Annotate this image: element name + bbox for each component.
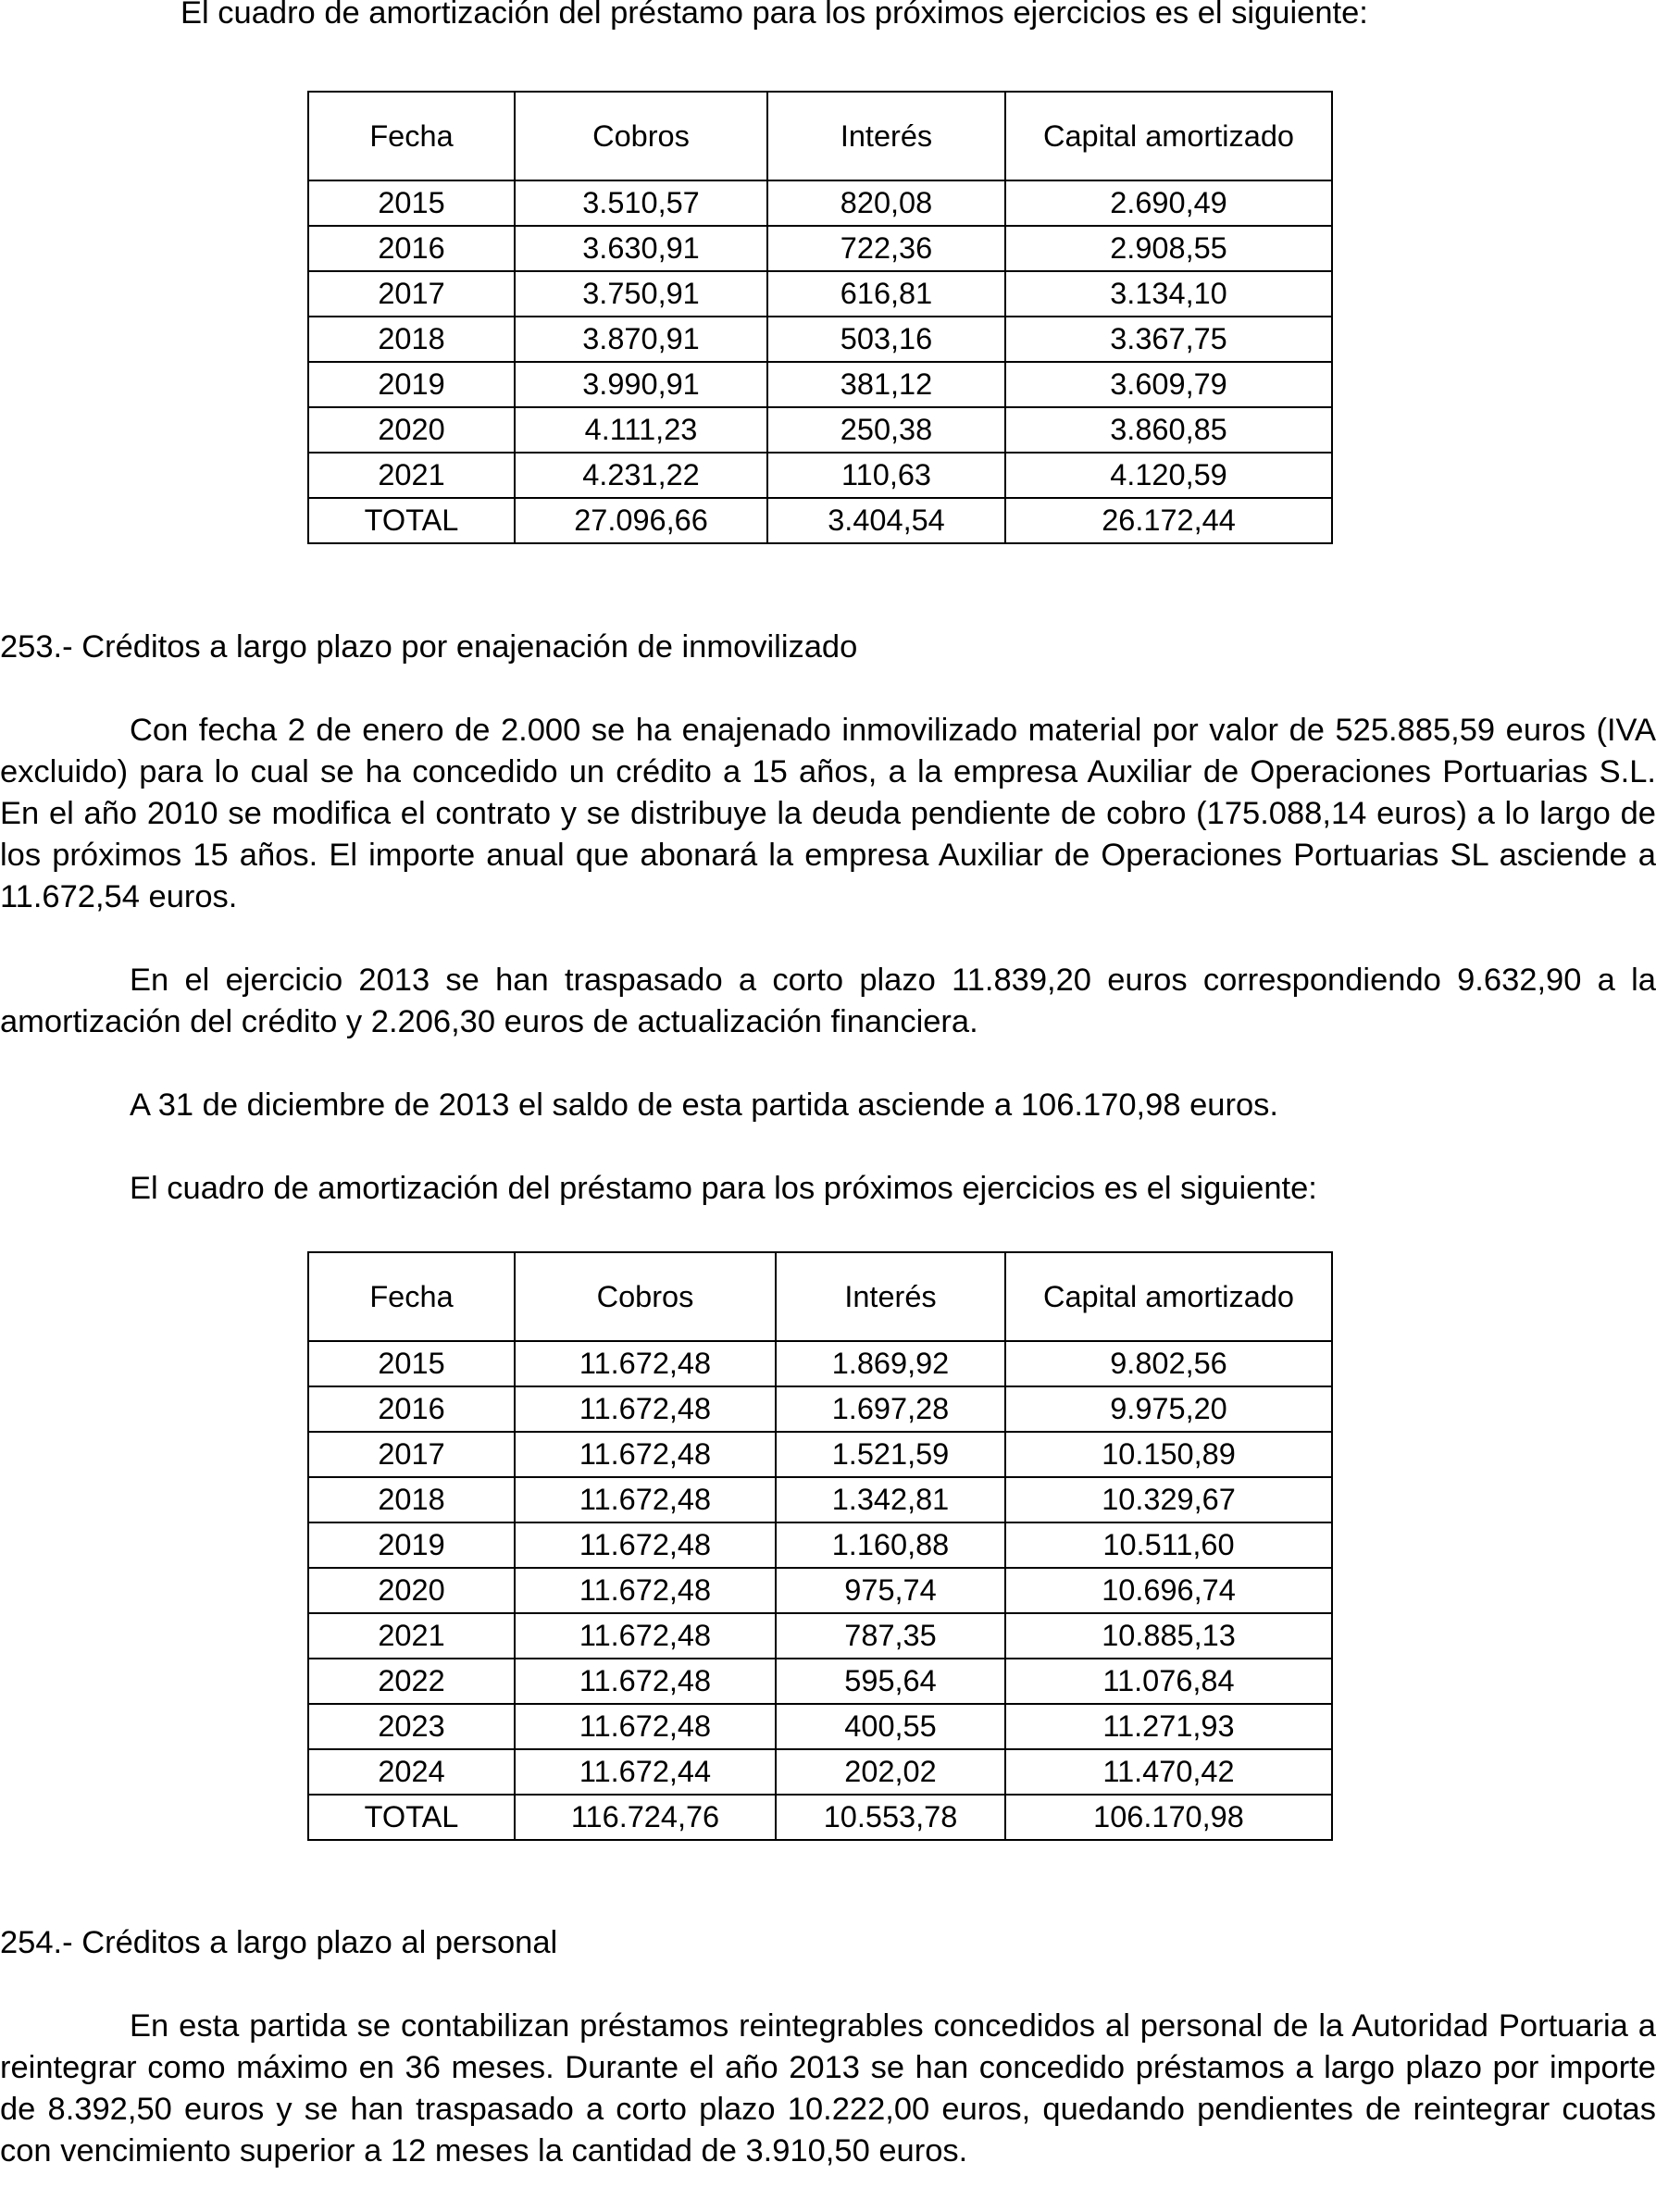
cell-fecha: 2017 bbox=[308, 271, 515, 317]
table-row bbox=[308, 1522, 1332, 1568]
table-header-row bbox=[308, 1252, 1332, 1341]
table-total-row bbox=[308, 498, 1332, 543]
cell-capital: 9.975,20 bbox=[1005, 1386, 1332, 1432]
cell-cobros: 3.510,57 bbox=[515, 180, 767, 226]
section-heading-254: 254.- Créditos a largo plazo al personal bbox=[0, 1925, 558, 1960]
cell-interes: 503,16 bbox=[767, 317, 1005, 362]
table-row bbox=[308, 1386, 1332, 1432]
cell-fecha: 2019 bbox=[308, 362, 515, 407]
cell-fecha: 2021 bbox=[308, 453, 515, 498]
table-header-row bbox=[308, 92, 1332, 180]
cell-fecha: 2017 bbox=[308, 1432, 515, 1477]
cell-interes: 722,36 bbox=[767, 226, 1005, 271]
cell-cobros: 116.724,76 bbox=[515, 1795, 776, 1840]
paragraph-253-4: El cuadro de amortización del préstamo para los próximos ejercicios es el siguiente: bbox=[130, 1171, 1317, 1206]
paragraph-254-1: En esta partida se contabilizan préstamos reintegrables concedidos al personal de la Autoridad Portuaria a reintegrar como máximo en 36 meses. Durante el año 2013 se han concedido préstamos a largo plazo por importe de 8.392,50 euros y se han traspasado a corto plazo 10.222,00 euros, quedando pendientes de reintegrar cuotas con vencimiento superior a 12 meses la cantidad de 3.910,50 euros. bbox=[0, 2008, 1656, 2169]
cell-interes: 1.342,81 bbox=[776, 1477, 1005, 1522]
cell-cobros: 4.111,23 bbox=[515, 407, 767, 453]
cell-capital: 26.172,44 bbox=[1005, 498, 1332, 543]
table-body bbox=[308, 180, 1332, 543]
cell-capital: 11.470,42 bbox=[1005, 1749, 1332, 1795]
table-row bbox=[308, 317, 1332, 362]
cell-capital: 4.120,59 bbox=[1005, 453, 1332, 498]
cell-fecha: TOTAL bbox=[308, 1795, 515, 1840]
cell-interes: 10.553,78 bbox=[776, 1795, 1005, 1840]
cell-cobros: 11.672,48 bbox=[515, 1477, 776, 1522]
cell-capital: 10.150,89 bbox=[1005, 1432, 1332, 1477]
cell-cobros: 3.990,91 bbox=[515, 362, 767, 407]
cell-capital: 10.696,74 bbox=[1005, 1568, 1332, 1613]
table-row bbox=[308, 1432, 1332, 1477]
cell-interes: 202,02 bbox=[776, 1749, 1005, 1795]
cell-interes: 1.160,88 bbox=[776, 1522, 1005, 1568]
cell-fecha: 2023 bbox=[308, 1704, 515, 1749]
column-header-capital: Capital amortizado bbox=[1005, 1252, 1332, 1341]
paragraph-253-3: A 31 de diciembre de 2013 el saldo de esta partida asciende a 106.170,98 euros. bbox=[130, 1087, 1278, 1123]
cell-capital: 10.329,67 bbox=[1005, 1477, 1332, 1522]
cell-fecha: 2018 bbox=[308, 1477, 515, 1522]
cell-fecha: 2016 bbox=[308, 1386, 515, 1432]
cell-interes: 1.869,92 bbox=[776, 1341, 1005, 1386]
table-total-row bbox=[308, 1795, 1332, 1840]
table-body bbox=[308, 1341, 1332, 1840]
table-row bbox=[308, 180, 1332, 226]
cell-cobros: 27.096,66 bbox=[515, 498, 767, 543]
cell-cobros: 11.672,44 bbox=[515, 1749, 776, 1795]
section-heading-253: 253.- Créditos a largo plazo por enajenación de inmovilizado bbox=[0, 629, 858, 665]
table-row bbox=[308, 1613, 1332, 1659]
amortization-table-2 bbox=[307, 1251, 1333, 1841]
cell-cobros: 11.672,48 bbox=[515, 1659, 776, 1704]
cell-fecha: 2019 bbox=[308, 1522, 515, 1568]
cell-capital: 3.609,79 bbox=[1005, 362, 1332, 407]
cell-capital: 10.511,60 bbox=[1005, 1522, 1332, 1568]
cell-capital: 10.885,13 bbox=[1005, 1613, 1332, 1659]
cell-interes: 1.697,28 bbox=[776, 1386, 1005, 1432]
cell-interes: 250,38 bbox=[767, 407, 1005, 453]
cell-cobros: 3.630,91 bbox=[515, 226, 767, 271]
cell-interes: 3.404,54 bbox=[767, 498, 1005, 543]
cell-cobros: 11.672,48 bbox=[515, 1341, 776, 1386]
cell-cobros: 11.672,48 bbox=[515, 1386, 776, 1432]
table-row bbox=[308, 271, 1332, 317]
table-row bbox=[308, 453, 1332, 498]
table-row bbox=[308, 1659, 1332, 1704]
cell-cobros: 11.672,48 bbox=[515, 1568, 776, 1613]
cell-interes: 820,08 bbox=[767, 180, 1005, 226]
cell-fecha: 2015 bbox=[308, 1341, 515, 1386]
cell-fecha: 2016 bbox=[308, 226, 515, 271]
amortization-table-1 bbox=[307, 91, 1333, 544]
cell-cobros: 11.672,48 bbox=[515, 1613, 776, 1659]
cell-fecha: 2020 bbox=[308, 407, 515, 453]
cell-capital: 9.802,56 bbox=[1005, 1341, 1332, 1386]
cell-cobros: 11.672,48 bbox=[515, 1704, 776, 1749]
cell-fecha: 2020 bbox=[308, 1568, 515, 1613]
cell-cobros: 11.672,48 bbox=[515, 1432, 776, 1477]
cell-capital: 2.908,55 bbox=[1005, 226, 1332, 271]
column-header-fecha: Fecha bbox=[308, 1252, 515, 1341]
table-row bbox=[308, 1704, 1332, 1749]
cell-capital: 11.271,93 bbox=[1005, 1704, 1332, 1749]
table-row bbox=[308, 226, 1332, 271]
cell-capital: 2.690,49 bbox=[1005, 180, 1332, 226]
cell-capital: 3.860,85 bbox=[1005, 407, 1332, 453]
table-row bbox=[308, 1749, 1332, 1795]
cell-fecha: 2015 bbox=[308, 180, 515, 226]
paragraph-253-1: Con fecha 2 de enero de 2.000 se ha enajenado inmovilizado material por valor de 525.885,59 euros (IVA excluido) para lo cual se ha concedido un crédito a 15 años, a la empresa Auxiliar de Operaciones Portuarias S.L. En el año 2010 se modifica el contrato y se distribuye la deuda pendiente de cobro (175.088,14 euros) a lo largo de los próximos 15 años. El importe anual que abonará la empresa Auxiliar de Operaciones Portuarias SL asciende a 11.672,54 euros. bbox=[0, 713, 1656, 914]
cell-interes: 595,64 bbox=[776, 1659, 1005, 1704]
column-header-fecha: Fecha bbox=[308, 92, 515, 180]
cell-interes: 787,35 bbox=[776, 1613, 1005, 1659]
cell-cobros: 11.672,48 bbox=[515, 1522, 776, 1568]
cell-capital: 106.170,98 bbox=[1005, 1795, 1332, 1840]
cell-cobros: 3.750,91 bbox=[515, 271, 767, 317]
cell-interes: 400,55 bbox=[776, 1704, 1005, 1749]
column-header-interes: Interés bbox=[776, 1252, 1005, 1341]
column-header-capital: Capital amortizado bbox=[1005, 92, 1332, 180]
cell-capital: 3.134,10 bbox=[1005, 271, 1332, 317]
cell-fecha: TOTAL bbox=[308, 498, 515, 543]
cell-interes: 616,81 bbox=[767, 271, 1005, 317]
table-row bbox=[308, 1341, 1332, 1386]
column-header-cobros: Cobros bbox=[515, 92, 767, 180]
column-header-cobros: Cobros bbox=[515, 1252, 776, 1341]
table-row bbox=[308, 407, 1332, 453]
cell-interes: 1.521,59 bbox=[776, 1432, 1005, 1477]
table-row bbox=[308, 362, 1332, 407]
paragraph-253-2: En el ejercicio 2013 se han traspasado a corto plazo 11.839,20 euros correspondiendo 9.632,90 a la amortización del crédito y 2.206,30 euros de actualización financiera. bbox=[0, 963, 1656, 1039]
table-row bbox=[308, 1477, 1332, 1522]
cell-cobros: 3.870,91 bbox=[515, 317, 767, 362]
cell-fecha: 2024 bbox=[308, 1749, 515, 1795]
cell-capital: 3.367,75 bbox=[1005, 317, 1332, 362]
cell-fecha: 2021 bbox=[308, 1613, 515, 1659]
cell-interes: 975,74 bbox=[776, 1568, 1005, 1613]
intro-line: El cuadro de amortización del préstamo para los próximos ejercicios es el siguiente: bbox=[181, 0, 1368, 31]
cell-interes: 381,12 bbox=[767, 362, 1005, 407]
column-header-interes: Interés bbox=[767, 92, 1005, 180]
table-row bbox=[308, 1568, 1332, 1613]
cell-interes: 110,63 bbox=[767, 453, 1005, 498]
cell-fecha: 2022 bbox=[308, 1659, 515, 1704]
cell-cobros: 4.231,22 bbox=[515, 453, 767, 498]
cell-fecha: 2018 bbox=[308, 317, 515, 362]
cell-capital: 11.076,84 bbox=[1005, 1659, 1332, 1704]
